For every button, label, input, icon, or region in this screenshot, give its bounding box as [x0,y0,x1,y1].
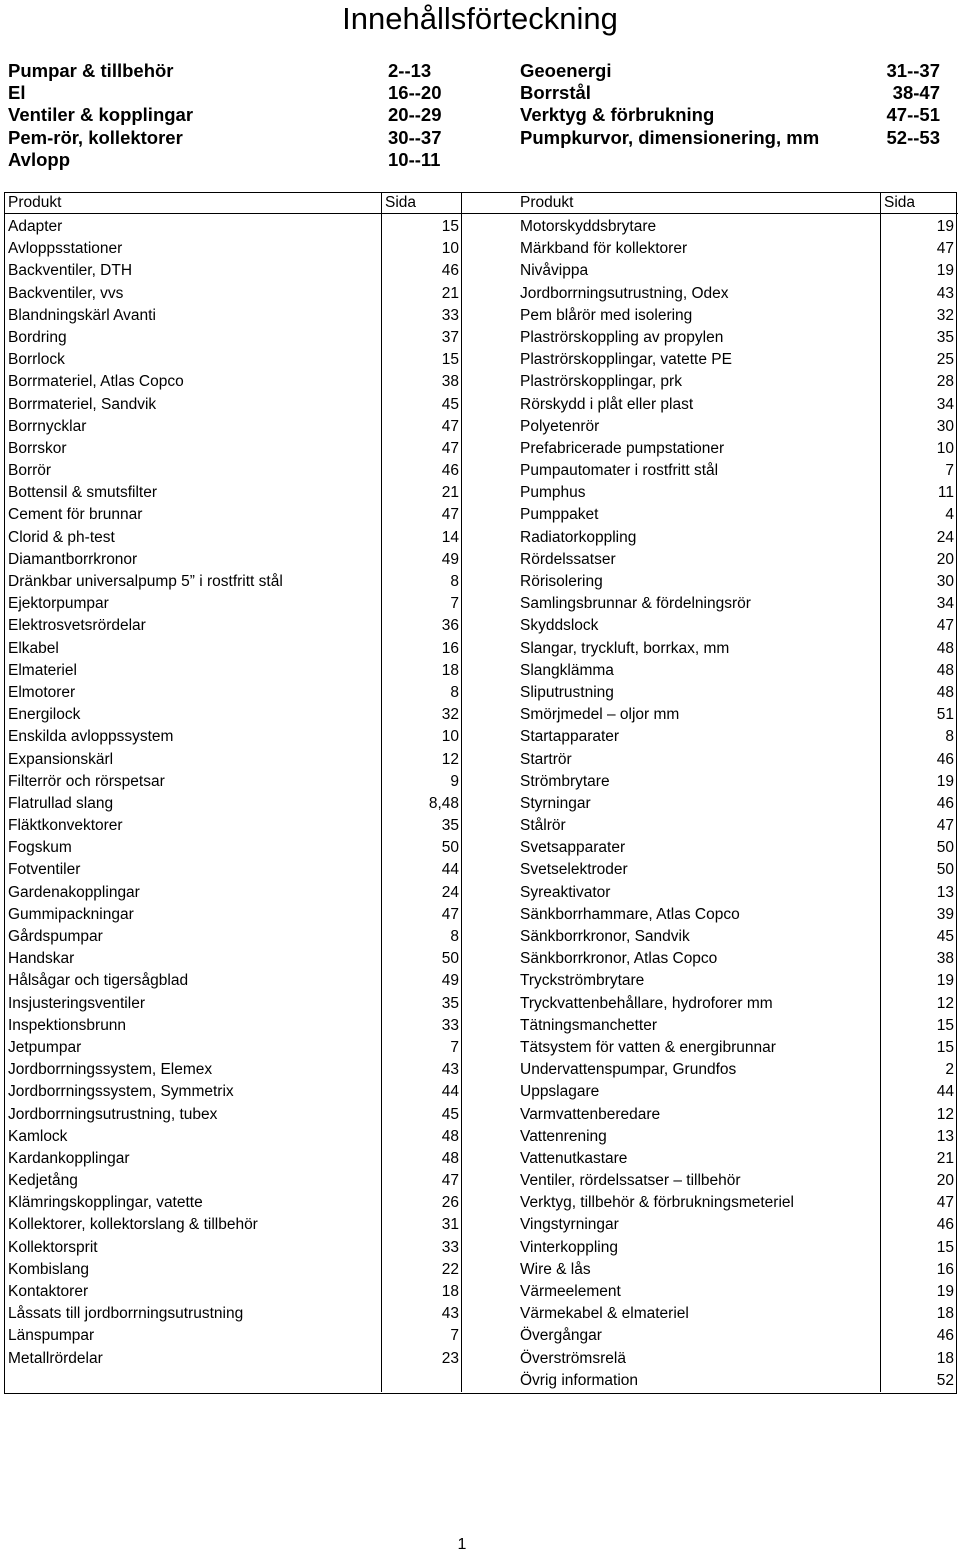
summary-section-name: El [8,82,26,104]
index-entry-name: Verktyg, tillbehör & förbrukningsmeteriel [520,1194,794,1212]
index-entry-page: 45 [441,1105,459,1123]
index-entry-page: 48 [441,1149,459,1167]
left-product-column [8,216,283,1370]
index-entry-name: Tryckströmbrytare [520,972,645,990]
index-entry-name: Kombislang [8,1260,89,1278]
index-entry-page: 21 [936,1149,954,1167]
index-entry-name: Smörjmedel – oljor mm [520,706,680,724]
index-entry-name: Backventiler, DTH [8,262,133,280]
index-entry-page: 14 [441,528,459,546]
summary-section-pages: 2--13 [388,60,432,81]
index-entry-name: Jetpumpar [8,1038,82,1056]
index-entry-page: 44 [441,1083,459,1101]
header-page-right: Sida [884,194,916,211]
index-entry-name: Övrig information [520,1371,639,1389]
left-page-column [385,216,459,1370]
index-entry-page: 48 [936,661,954,679]
header-product-right: Produkt [520,194,574,211]
index-entry-page: 48 [936,639,954,657]
index-entry-name: Strömbrytare [520,772,610,790]
index-entry-name: Dränkbar universalpump 5” i rostfritt stål [8,573,283,590]
index-entry-page: 12 [936,994,954,1012]
index-entry-name: Borrskor [8,439,67,457]
page-number: 1 [457,1536,467,1553]
index-entry-name: Fogskum [8,839,72,857]
index-entry-name: Kamlock [8,1127,68,1145]
index-entry-name: Sänkborrkronor, Atlas Copco [520,950,718,968]
index-entry-page: 23 [441,1349,459,1367]
summary-section-name: Borrstål [520,82,591,104]
index-entry-name: Adapter [8,218,63,235]
index-entry-name: Startapparater [520,728,620,746]
index-entry-name: Kontaktorer [8,1283,89,1300]
header-product-left: Produkt [8,194,62,211]
index-entry-name: Prefabricerade pumpstationer [520,439,725,457]
index-entry-name: Syreaktivator [520,883,611,901]
header-page-left: Sida [385,194,417,211]
index-entry-name: Varmvattenberedare [520,1105,661,1123]
index-entry-page: 24 [936,528,954,546]
index-entry-page: 7 [450,595,459,613]
index-entry-page: 13 [936,883,954,901]
index-entry-name: Avloppsstationer [8,240,123,258]
index-entry-name: Sänkborrhammare, Atlas Copco [520,905,740,923]
index-entry-name: Blandningskärl Avanti [8,306,156,324]
index-entry-page: 50 [936,839,954,857]
index-entry-page: 19 [936,972,954,990]
index-entry-page: 15 [936,1038,954,1056]
index-entry-page: 44 [441,861,459,879]
index-entry-page: 31 [441,1216,459,1234]
index-entry-name: Cement för brunnar [8,506,143,524]
index-entry-page: 30 [936,573,954,590]
index-entry-page: 50 [441,839,459,857]
index-entry-page: 43 [441,1061,459,1079]
index-entry-page: 46 [936,794,954,812]
index-entry-page: 47 [936,617,954,635]
summary-section-pages: 38-47 [892,82,940,104]
index-entry-name: Elmotorer [8,683,76,701]
index-entry-name: Insjusteringsventiler [8,994,145,1012]
index-entry-page: 7 [450,1327,459,1345]
index-entry-name: Slangklämma [520,661,614,679]
index-entry-name: Vattenrening [520,1127,607,1145]
index-entry-page: 34 [936,595,954,613]
column-divider [461,192,462,1392]
index-entry-page: 47 [441,905,459,923]
index-entry-page: 47 [441,439,459,457]
index-entry-name: Bordring [8,328,67,346]
index-entry-page: 15 [441,218,459,235]
index-entry-name: Plaströrskoppling av propylen [520,328,724,346]
index-entry-page: 20 [936,550,954,568]
index-entry-name: Pumpautomater i rostfritt stål [520,462,719,480]
index-entry-name: Jordborrningsutrustning, Odex [520,284,729,302]
index-entry-page: 36 [441,617,459,635]
index-entry-page: 8 [945,728,954,746]
index-entry-page: 7 [450,1038,459,1056]
index-entry-name: Fotventiler [8,861,81,879]
index-entry-page: 19 [936,262,954,280]
index-entry-name: Jordborrningsutrustning, tubex [8,1105,218,1123]
index-entry-name: Enskilda avloppssystem [8,728,174,746]
index-entry-page: 33 [441,1238,459,1256]
index-entry-name: Övergångar [520,1327,602,1345]
index-entry-name: Rördelssatser [520,550,616,568]
index-entry-name: Svetselektroder [520,861,628,879]
column-divider [381,192,382,1392]
index-entry-page: 33 [441,306,459,324]
summary-section-pages: 20--29 [388,104,442,126]
index-entry-name: Metallrördelar [8,1349,103,1367]
index-entry-page: 12 [441,750,459,768]
index-entry-name: Fläktkonvektorer [8,817,123,835]
index-entry-name: Filterrör och rörspetsar [8,772,165,790]
index-entry-page: 32 [441,706,459,724]
summary-section-name: Ventiler & kopplingar [8,104,194,126]
index-entry-page: 47 [936,817,954,835]
index-entry-page: 26 [441,1194,459,1212]
summary-section-name: Geoenergi [520,60,612,81]
index-entry-name: Energilock [8,706,81,724]
index-entry-name: Uppslagare [520,1083,600,1101]
index-entry-page: 15 [936,1016,954,1034]
index-entry-page: 46 [936,1327,954,1345]
index-entry-name: Ventiler, rördelssatser – tillbehör [520,1172,741,1190]
index-entry-page: 39 [936,905,954,923]
index-entry-page: 45 [936,928,954,945]
index-entry-name: Vinterkoppling [520,1238,618,1256]
index-entry-name: Backventiler, vvs [8,284,124,302]
summary-right-names [520,60,819,149]
index-entry-name: Expansionskärl [8,750,114,768]
index-entry-name: Värmekabel & elmateriel [520,1305,689,1323]
summary-section-pages: 47--51 [886,104,940,126]
index-entry-page: 48 [441,1127,459,1145]
index-entry-name: Gummipackningar [8,905,134,923]
index-entry-name: Startrör [520,750,572,768]
page-title: Innehållsförteckning [342,1,618,36]
index-entry-page: 34 [936,395,954,413]
index-entry-name: Länspumpar [8,1327,95,1345]
index-entry-name: Borrör [8,462,52,480]
summary-section-pages: 10--11 [388,148,441,170]
index-entry-name: Radiatorkoppling [520,528,637,546]
index-entry-page: 38 [441,373,459,391]
index-entry-name: Clorid & ph-test [8,528,115,546]
index-entry-name: Överströmsrelä [520,1349,626,1367]
index-entry-name: Bottensil & smutsfilter [8,484,158,502]
index-entry-page: 8 [450,928,459,945]
index-entry-name: Kollektorer, kollektorslang & tillbehör [8,1216,258,1234]
index-entry-name: Elmateriel [8,661,77,679]
index-entry-name: Borrnycklar [8,417,87,435]
summary-left-pages [388,60,441,171]
index-entry-page: 15 [441,351,459,369]
index-entry-page: 10 [441,728,459,746]
index-entry-name: Plaströrskopplingar, prk [520,373,682,391]
index-entry-page: 47 [441,1172,459,1190]
index-entry-name: Wire & lås [520,1260,591,1278]
index-entry-page: 35 [441,817,459,835]
summary-section-name: Pem-rör, kollektorer [8,126,183,148]
summary-section-name: Verktyg & förbrukning [520,104,715,126]
index-entry-page: 12 [936,1105,954,1123]
index-entry-page: 49 [441,972,459,990]
index-entry-page: 8 [450,573,459,590]
index-entry-page: 18 [936,1349,954,1367]
index-entry-name: Undervattenspumpar, Grundfos [520,1061,737,1079]
summary-right-pages [860,60,940,149]
index-entry-name: Elkabel [8,639,59,657]
index-entry-name: Kollektorsprit [8,1238,98,1256]
index-entry-name: Sänkborrkronor, Sandvik [520,928,690,945]
right-page-column [880,216,954,1392]
index-entry-name: Inspektionsbrunn [8,1016,127,1034]
index-entry-name: Vingstyrningar [520,1216,619,1234]
index-entry-name: Flatrullad slang [8,794,114,812]
index-entry-page: 21 [441,484,459,502]
index-entry-page: 46 [936,1216,954,1234]
index-entry-page: 19 [936,218,954,235]
index-entry-name: Märkband för kollektorer [520,240,688,258]
index-entry-name: Låssats till jordborrningsutrustning [8,1305,244,1323]
index-entry-name: Värmeelement [520,1283,621,1300]
index-entry-page: 47 [441,417,459,435]
index-entry-name: Pumphus [520,484,586,502]
index-entry-name: Gårdspumpar [8,928,103,945]
index-entry-name: Tätningsmanchetter [520,1016,657,1034]
index-entry-page: 21 [441,284,459,302]
index-entry-page: 10 [441,240,459,258]
index-entry-name: Borrmateriel, Sandvik [8,395,157,413]
index-entry-name: Gardenakopplingar [8,883,140,901]
summary-section-name: Pumpar & tillbehör [8,60,174,81]
index-entry-page: 30 [936,417,954,435]
index-entry-page: 22 [441,1260,459,1278]
index-entry-name: Plaströrskopplingar, vatette PE [520,351,732,369]
index-entry-page: 16 [936,1260,954,1278]
index-entry-page: 11 [937,484,954,502]
index-entry-page: 20 [936,1172,954,1190]
index-entry-page: 49 [441,550,459,568]
index-entry-page: 9 [450,772,459,790]
index-entry-name: Handskar [8,950,75,968]
header-divider [4,213,958,214]
index-entry-name: Diamantborrkronor [8,550,138,568]
index-entry-name: Motorskyddsbrytare [520,218,657,235]
index-entry-page: 10 [936,439,954,457]
index-entry-page: 18 [936,1305,954,1323]
index-entry-page: 28 [936,373,954,391]
index-entry-page: 43 [936,284,954,302]
index-entry-page: 46 [441,262,459,280]
summary-section-pages: 30--37 [388,126,442,148]
index-entry-page: 51 [936,706,954,724]
index-entry-name: Ejektorpumpar [8,595,109,613]
index-entry-page: 47 [936,1194,954,1212]
index-entry-name: Tryckvattenbehållare, hydroforer mm [520,994,773,1012]
summary-section-name: Avlopp [8,148,71,170]
summary-left-names [8,60,193,171]
index-entry-name: Kedjetång [8,1172,78,1190]
summary-section-pages: 52--53 [886,126,940,148]
index-entry-name: Sliputrustning [520,683,614,701]
index-entry-page: 25 [936,351,954,369]
index-entry-page: 16 [441,639,459,657]
index-entry-page: 47 [936,240,954,258]
index-entry-page: 50 [936,861,954,879]
index-entry-name: Slangar, tryckluft, borrkax, mm [520,639,730,657]
right-product-column [520,216,794,1392]
index-entry-page: 50 [441,950,459,968]
index-entry-name: Svetsapparater [520,839,626,857]
index-entry-page: 13 [936,1127,954,1145]
index-entry-name: Tätsystem för vatten & energibrunnar [520,1038,776,1056]
index-entry-name: Polyetenrör [520,417,600,435]
index-entry-page: 18 [441,661,459,679]
index-entry-page: 44 [936,1083,954,1101]
index-entry-name: Skyddslock [520,617,599,635]
index-entry-page: 37 [441,328,459,346]
index-entry-page: 45 [441,395,459,413]
index-entry-name: Stålrör [520,817,566,835]
index-entry-name: Jordborrningssystem, Elemex [8,1061,213,1079]
index-entry-name: Elektrosvetsrördelar [8,617,146,635]
index-entry-name: Nivåvippa [520,262,589,280]
index-entry-name: Styrningar [520,794,591,812]
index-entry-page: 7 [945,462,954,480]
index-entry-page: 8 [450,683,459,701]
index-entry-page: 8,48 [428,794,459,812]
summary-section-pages: 16--20 [388,82,442,104]
index-entry-name: Borrlock [8,351,65,369]
index-entry-name: Rörisolering [520,573,603,590]
index-entry-page: 33 [441,1016,459,1034]
index-entry-name: Samlingsbrunnar & fördelningsrör [520,595,751,613]
index-entry-page: 46 [441,462,459,480]
index-entry-page: 19 [936,1283,954,1300]
index-entry-page: 52 [936,1371,954,1389]
index-entry-page: 48 [936,683,954,701]
index-entry-page: 46 [936,750,954,768]
index-entry-name: Vattenutkastare [520,1149,628,1167]
index-entry-name: Rörskydd i plåt eller plast [520,395,694,413]
index-entry-page: 35 [441,994,459,1012]
summary-section-name: Pumpkurvor, dimensionering, mm [520,126,820,148]
summary-section-pages: 31--37 [886,60,940,81]
index-entry-page: 18 [441,1283,459,1300]
index-entry-name: Jordborrningssystem, Symmetrix [8,1083,234,1101]
index-entry-name: Pem blårör med isolering [520,306,693,324]
index-entry-page: 2 [945,1061,954,1079]
index-entry-page: 32 [936,306,954,324]
index-entry-page: 47 [441,506,459,524]
index-entry-page: 43 [441,1305,459,1323]
index-entry-name: Hålsågar och tigersågblad [8,972,189,990]
index-entry-name: Pumppaket [520,506,599,524]
index-entry-page: 4 [945,506,954,524]
index-entry-name: Borrmateriel, Atlas Copco [8,373,184,391]
index-entry-page: 15 [936,1238,954,1256]
index-entry-page: 35 [936,328,954,346]
index-entry-page: 19 [936,772,954,790]
index-entry-name: Kardankopplingar [8,1149,130,1167]
index-entry-page: 38 [936,950,954,968]
index-entry-name: Klämringskopplingar, vatette [8,1194,203,1212]
index-entry-page: 24 [441,883,459,901]
